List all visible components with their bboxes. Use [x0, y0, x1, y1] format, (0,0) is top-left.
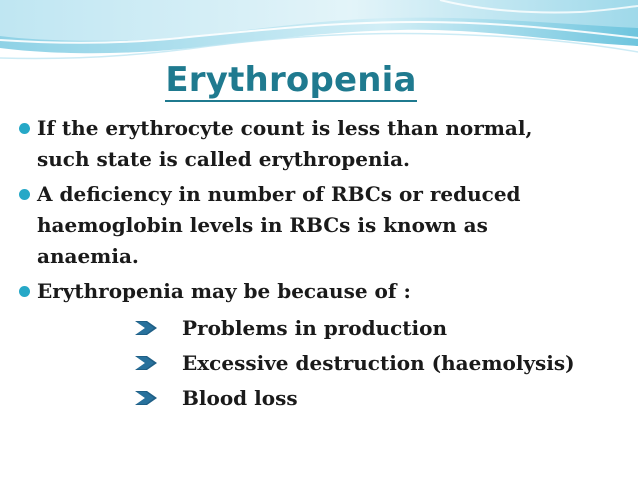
cause-label: Blood loss	[182, 386, 298, 410]
bullet-text-line: If the erythrocyte count is less than normal,	[37, 116, 533, 140]
bullet-text-line: haemoglobin levels in RBCs is known as	[37, 213, 488, 237]
slide-title-text: Erythropenia	[165, 60, 417, 100]
bullet-dot-icon	[19, 286, 30, 297]
chevron-right-icon	[135, 391, 157, 405]
bullet-dot-icon	[19, 123, 30, 134]
bullet-text-line: A deficiency in number of RBCs or reduced	[37, 182, 521, 206]
bullet-text-line: anaemia.	[37, 244, 139, 268]
bullet-text-line: such state is called erythropenia.	[37, 147, 410, 171]
slide-title	[0, 58, 582, 102]
cause-label: Problems in production	[182, 316, 447, 340]
chevron-right-icon	[135, 321, 157, 335]
bullet-text-line: Erythropenia may be because of :	[37, 279, 411, 303]
cause-label: Excessive destruction (haemolysis)	[182, 351, 575, 375]
bullet-dot-icon	[19, 189, 30, 200]
chevron-right-icon	[135, 356, 157, 370]
